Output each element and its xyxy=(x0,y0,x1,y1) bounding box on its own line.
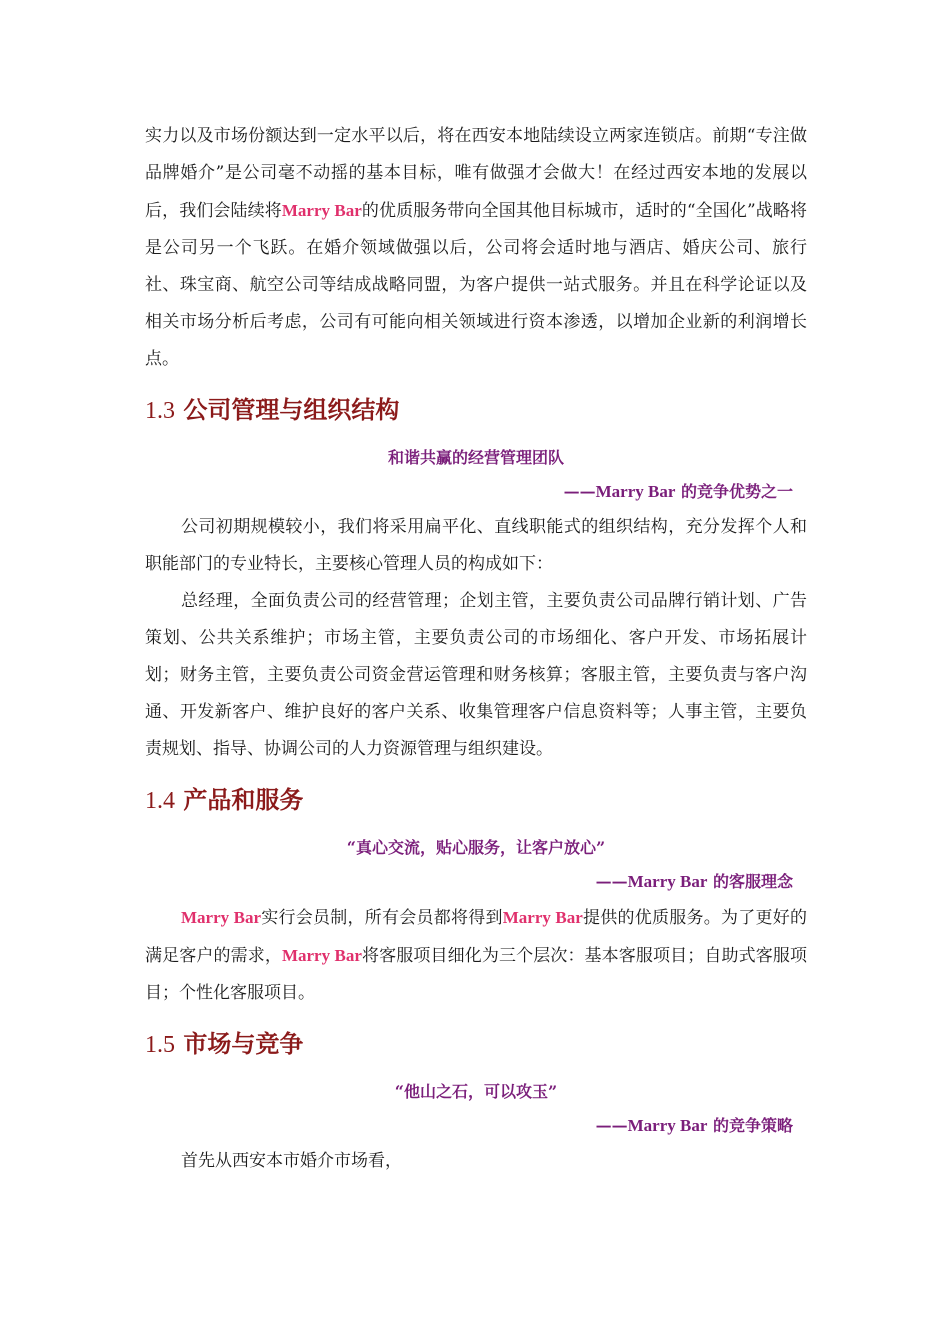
brand-name: Marry Bar xyxy=(181,908,262,927)
section-number: 1.4 xyxy=(145,788,175,814)
section-number: 1.5 xyxy=(145,1032,175,1058)
text: 实行会员制，所有会员都将得到 xyxy=(261,908,503,928)
dash: —— xyxy=(595,872,628,891)
intro-text-2: 的优质服务带向全国其他目标城市，适时的“全国化”战略将是公司另一个飞跃。在婚介领域做强以后，公司将会适时地与酒店、婚庆公司、旅行社、珠宝商、航空公司等结成战略同盟，为客户提供一站式服务。并且在科学论证以及相关市场分析后考虑，公司有可能向相关领域进行资本渗透，以增加企业新的利润增长点。 xyxy=(145,201,808,369)
section-motto: “他山之石，可以攻玉” xyxy=(394,1082,558,1101)
text: 将客服项目细化为三个层次：基本客服项目；自助式客服项目；个性化客服项目。 xyxy=(145,946,808,1003)
paragraph xyxy=(145,899,807,1012)
attribution-text: 的竞争策略 xyxy=(712,1116,793,1135)
section-title: 产品和服务 xyxy=(183,785,304,814)
section-title: 市场与竞争 xyxy=(183,1029,304,1058)
intro-paragraph xyxy=(145,118,807,378)
dash: —— xyxy=(595,1116,628,1135)
section-title: 公司管理与组织结构 xyxy=(183,395,400,424)
section-heading-1-4 xyxy=(145,780,807,821)
section-motto-attribution xyxy=(145,1109,807,1143)
paragraph: 首先从西安本市婚介市场看， xyxy=(181,1151,402,1171)
document-page xyxy=(145,118,807,1180)
brand-name: Marry Bar xyxy=(281,946,362,965)
brand-name: Marry Bar xyxy=(627,872,708,891)
section-motto: 和谐共赢的经营管理团队 xyxy=(387,448,564,467)
text: 提供的优质服务。为了更好的满足客户的需求， xyxy=(145,908,808,966)
section-motto-attribution xyxy=(145,865,807,899)
attribution-text: 的客服理念 xyxy=(712,872,793,891)
brand-name: Marry Bar xyxy=(595,482,676,501)
section-motto-attribution xyxy=(145,475,807,509)
brand-name: Marry Bar xyxy=(502,908,583,927)
section-motto: “真心交流，贴心服务，让客户放心” xyxy=(346,838,606,857)
brand-name: Marry Bar xyxy=(627,1116,708,1135)
paragraph: 总经理，全面负责公司的经营管理；企划主管，主要负责公司品牌行销计划、广告策划、公共关系维护；市场主管，主要负责公司的市场细化、客户开发、市场拓展计划；财务主管，主要负责公司资金营运管理和财务核算；客服主管，主要负责与客户沟通、开发新客户、维护良好的客户关系、收集管理客户信息资料等；人事主管，主要负责规划、指导、协调公司的人力资源管理与组织建设。 xyxy=(145,591,807,759)
dash: —— xyxy=(563,482,596,501)
section-heading-1-3 xyxy=(145,390,807,431)
intro-text-1: 实力以及市场份额达到一定水平以后，将在西安本地陆续设立两家连锁店。前期“专注做品牌婚介”是公司毫不动摇的基本目标，唯有做强才会做大！在经过西安本地的发展以后，我们会陆续将 xyxy=(145,126,807,221)
section-heading-1-5 xyxy=(145,1024,807,1065)
attribution-text: 的竞争优势之一 xyxy=(680,482,793,501)
paragraph: 公司初期规模较小，我们将采用扁平化、直线职能式的组织结构，充分发挥个人和职能部门的专业特长，主要核心管理人员的构成如下： xyxy=(145,517,807,574)
section-number: 1.3 xyxy=(145,398,175,424)
brand-name: Marry Bar xyxy=(281,201,362,220)
